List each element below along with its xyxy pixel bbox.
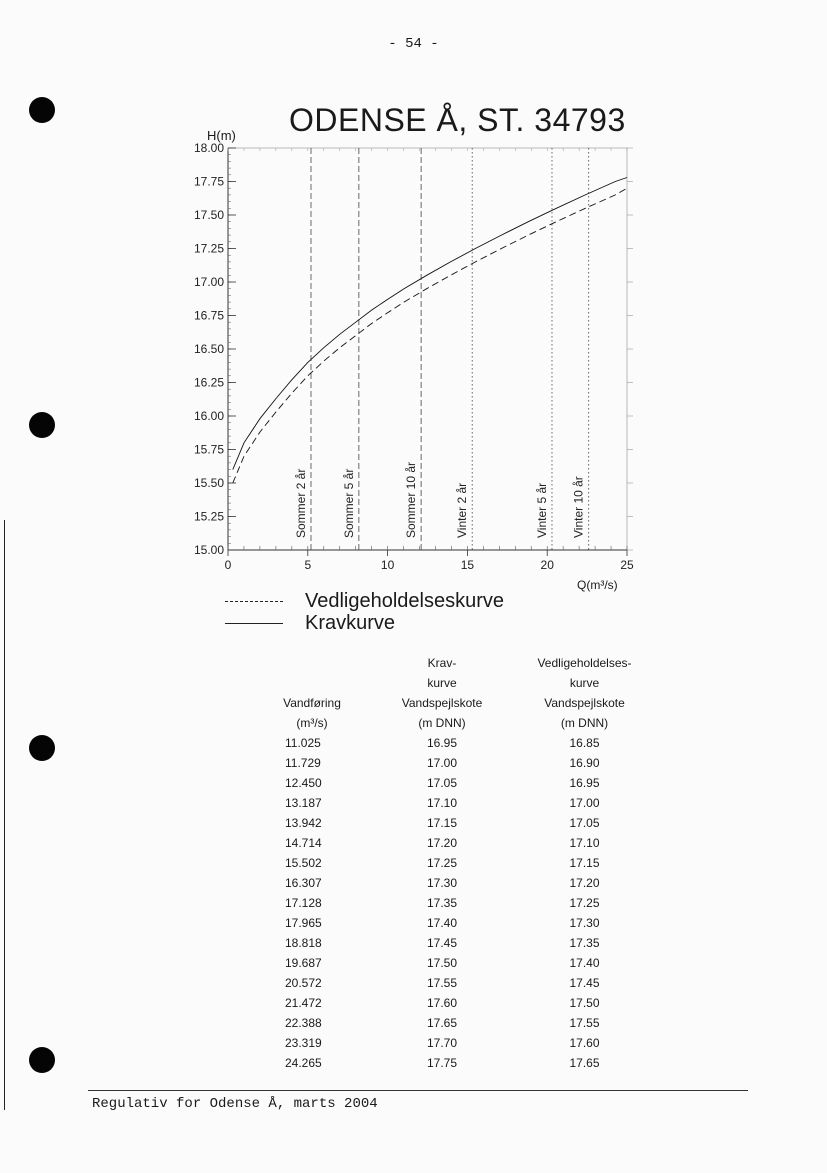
- y-tick-label: 16.00: [193, 409, 224, 423]
- legend-label: Vedligeholdelseskurve: [305, 589, 505, 612]
- y-tick-label: 17.00: [193, 275, 224, 289]
- vedl-level-cell: 17.65: [569, 1056, 600, 1070]
- reference-line-label: Sommer 2 år: [293, 468, 308, 538]
- dashed-line-swatch: [225, 601, 283, 602]
- flow-cell: 12.450: [285, 776, 322, 790]
- reference-line-label: Sommer 10 år: [404, 461, 419, 538]
- header-cell: (m DNN): [418, 716, 466, 730]
- krav-level-cell: 17.45: [426, 936, 458, 950]
- table-row: [257, 733, 652, 753]
- vedl-level-cell: 17.05: [569, 816, 600, 830]
- krav-level-cell: 17.10: [426, 796, 458, 810]
- punch-hole: [29, 412, 55, 438]
- vedl-level-cell: 17.40: [569, 956, 600, 970]
- header-cell: Vandføring: [283, 696, 341, 710]
- vedl-level-cell: 17.30: [569, 916, 600, 930]
- y-tick-label: 15.50: [193, 476, 224, 490]
- krav-level-cell: 17.60: [426, 996, 458, 1010]
- vedl-level-cell: 17.55: [569, 1016, 600, 1030]
- reference-line-label: Vinter 2 år: [455, 482, 470, 538]
- vedl-level-cell: 17.35: [569, 936, 600, 950]
- flow-cell: 14.714: [285, 836, 322, 850]
- y-tick-label: 16.25: [193, 375, 224, 390]
- flow-cell: 15.502: [285, 856, 322, 870]
- solid-line-swatch: [225, 623, 283, 624]
- krav-level-cell: 17.40: [426, 916, 458, 930]
- table-body: [257, 733, 652, 1073]
- x-tick-label: 5: [304, 558, 312, 572]
- y-tick-label: 18.00: [193, 141, 224, 155]
- krav-level-cell: 17.55: [426, 976, 458, 990]
- krav-level-cell: 17.70: [426, 1036, 458, 1050]
- krav-level-cell: 17.75: [426, 1056, 458, 1070]
- punch-hole: [29, 97, 55, 123]
- table-row: [257, 993, 652, 1013]
- krav-level-cell: 17.25: [426, 856, 458, 870]
- footer-text: Regulativ for Odense Å, marts 2004: [92, 1096, 378, 1112]
- krav-level-cell: 17.30: [426, 876, 458, 890]
- header-row: [257, 673, 652, 693]
- flow-cell: 11.729: [285, 756, 321, 770]
- table-row: [257, 813, 652, 833]
- flow-cell: 13.187: [285, 796, 322, 810]
- vedl-level-cell: 17.15: [569, 856, 600, 870]
- vedl-level-cell: 16.90: [569, 756, 600, 770]
- y-tick-label: 17.25: [193, 241, 224, 256]
- footer-rule: [88, 1090, 748, 1091]
- chart-title: ODENSE Å, ST. 34793: [289, 102, 626, 138]
- header-cell: (m DNN): [560, 716, 609, 730]
- y-tick-label: 17.75: [193, 174, 224, 189]
- header-cell: kurve: [427, 676, 457, 690]
- x-tick-label: 0: [224, 558, 232, 572]
- table-row: [257, 773, 652, 793]
- table-row: [257, 873, 652, 893]
- y-tick-label: 16.50: [193, 342, 224, 356]
- header-row: [257, 653, 652, 673]
- krav-level-cell: 17.20: [426, 836, 458, 850]
- header-row: [257, 713, 652, 733]
- page-number: - 54 -: [388, 36, 439, 52]
- vedl-level-cell: 17.45: [569, 976, 600, 990]
- krav-level-cell: 17.35: [426, 896, 458, 910]
- flow-cell: 19.687: [285, 956, 322, 970]
- scan-edge: [4, 520, 5, 1110]
- flow-cell: 21.472: [285, 996, 322, 1010]
- krav-level-cell: 17.00: [426, 756, 458, 770]
- x-tick-label: 10: [380, 558, 395, 572]
- krav-level-cell: 17.05: [426, 776, 458, 790]
- vedl-level-cell: 17.10: [569, 836, 600, 850]
- table-row: [257, 793, 652, 813]
- vedl-level-cell: 17.25: [569, 896, 600, 910]
- table-row: [257, 913, 652, 933]
- vedl-level-cell: 16.85: [569, 736, 600, 750]
- y-tick-label: 16.75: [193, 308, 224, 323]
- punch-hole: [29, 1047, 55, 1073]
- table-row: [257, 853, 652, 873]
- krav-level-cell: 16.95: [426, 736, 458, 750]
- flow-cell: 20.572: [285, 976, 322, 990]
- flow-cell: 11.025: [285, 736, 321, 750]
- flow-cell: 13.942: [285, 816, 322, 830]
- legend-item: [225, 612, 504, 634]
- table-row: [257, 953, 652, 973]
- reference-line-label: Vinter 5 år: [534, 482, 549, 538]
- x-tick-label: 25: [620, 558, 634, 572]
- header-cell: [257, 653, 367, 673]
- krav-level-cell: 17.50: [426, 956, 458, 970]
- vedl-level-cell: 17.00: [569, 796, 600, 810]
- flow-cell: 17.128: [285, 896, 322, 910]
- header-cell: kurve: [569, 676, 600, 690]
- x-axis-label: Q(m³/s): [577, 578, 618, 592]
- plot-frame: [228, 148, 627, 550]
- table-row: [257, 833, 652, 853]
- vedl-level-cell: 17.20: [569, 876, 600, 890]
- table-row: [257, 893, 652, 913]
- table-row: [257, 933, 652, 953]
- y-tick-label: 15.00: [193, 543, 224, 557]
- x-tick-label: 20: [540, 558, 554, 572]
- data-table: [257, 653, 652, 1073]
- reference-line-label: Sommer 5 år: [341, 468, 356, 538]
- vedl-level-cell: 16.95: [569, 776, 600, 790]
- legend: [225, 590, 504, 634]
- header-cell: Vandspejlskote: [544, 696, 625, 710]
- y-tick-label: 15.75: [193, 442, 224, 457]
- header-cell: Vedligeholdelses-: [537, 656, 632, 670]
- x-tick-label: 15: [460, 558, 475, 572]
- kravkurve-line: [233, 178, 627, 470]
- table-row: [257, 973, 652, 993]
- punch-hole: [29, 735, 55, 761]
- flow-cell: 16.307: [285, 876, 322, 890]
- table-row: [257, 1053, 652, 1073]
- table-row: [257, 1033, 652, 1053]
- y-tick-label: 15.25: [193, 509, 224, 524]
- flow-cell: 22.388: [285, 1016, 322, 1030]
- y-tick-label: 17.50: [193, 208, 224, 222]
- header-cell: Vandspejlskote: [401, 696, 483, 710]
- reference-line-label: Vinter 10 år: [571, 476, 586, 538]
- krav-level-cell: 17.15: [426, 816, 458, 830]
- flow-cell: 24.265: [285, 1056, 322, 1070]
- krav-level-cell: 17.65: [426, 1016, 458, 1030]
- vedligeholdelseskurve-line: [233, 188, 627, 483]
- vedl-level-cell: 17.50: [569, 996, 600, 1010]
- header-cell: Krav-: [427, 656, 457, 670]
- rating-curve-chart: [160, 135, 650, 585]
- flow-cell: 17.965: [285, 916, 322, 930]
- table-row: [257, 753, 652, 773]
- legend-item: [225, 590, 504, 612]
- legend-label: Kravkurve: [305, 611, 396, 634]
- flow-cell: 23.319: [285, 1036, 322, 1050]
- vedl-level-cell: 17.60: [569, 1036, 600, 1050]
- header-cell: [257, 673, 367, 693]
- header-row: [257, 693, 652, 713]
- table-row: [257, 1013, 652, 1033]
- flow-cell: 18.818: [285, 936, 322, 950]
- y-axis-label: H(m): [207, 128, 236, 143]
- header-cell: (m³/s): [296, 716, 328, 730]
